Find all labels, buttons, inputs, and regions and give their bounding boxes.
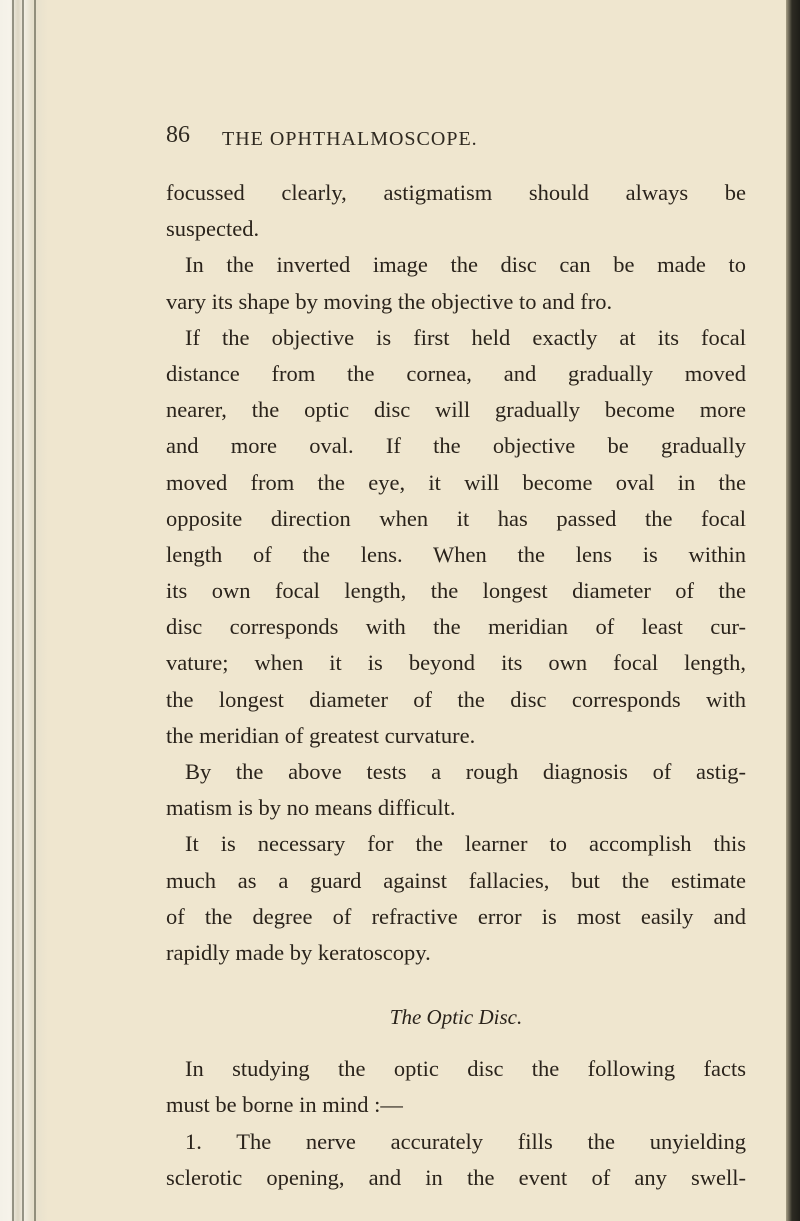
text-line: disc corresponds with the meridian of least cur-: [166, 614, 746, 640]
text-line: In the inverted image the disc can be made to: [185, 252, 746, 278]
text-line: 1. The nerve accurately fills the unyielding: [185, 1128, 746, 1154]
text-line: By the above tests a rough diagnosis of astig-: [185, 759, 746, 784]
text-line: rapidly made by keratoscopy.: [166, 939, 431, 965]
text-line: opposite direction when it has passed the focal: [166, 505, 746, 531]
text-line: must be borne in mind :—: [166, 1092, 403, 1118]
text-line: In studying the optic disc the following facts: [185, 1056, 746, 1082]
page-gutter: [0, 0, 48, 1221]
text-line: focussed clearly, astigmatism should always be: [166, 180, 746, 205]
text-after-heading: [166, 1051, 746, 1196]
text-line: vary its shape by moving the objective to and fro.: [166, 288, 613, 314]
text-line: distance from the cornea, and gradually moved: [166, 360, 746, 386]
text-line: vature; when it is beyond its own focal length,: [166, 650, 746, 676]
section-heading: The Optic Disc.: [389, 1005, 523, 1030]
running-head: THE OPHTHALMOSCOPE.: [222, 128, 478, 150]
text-line: its own focal length, the longest diameter of the: [166, 578, 746, 604]
text-line: of the degree of refractive error is most easily and: [166, 903, 746, 929]
text-line: and more oval. If the objective be gradually: [166, 433, 746, 459]
body-text: [166, 175, 746, 1196]
gutter-line: [34, 0, 36, 1221]
text-line: It is necessary for the learner to accomplish this: [185, 831, 746, 857]
page-number: 86: [166, 122, 190, 148]
text-line: length of the lens. When the lens is within: [166, 541, 746, 567]
text-line: the longest diameter of the disc corresponds with: [166, 686, 746, 712]
text-line: nearer, the optic disc will gradually become more: [166, 397, 746, 423]
text-before-heading: [166, 175, 746, 971]
text-line: sclerotic opening, and in the event of any swell-: [166, 1164, 746, 1190]
text-line: suspected.: [166, 216, 260, 242]
gutter-line: [12, 0, 14, 1221]
text-line: moved from the eye, it will become oval in the: [166, 469, 746, 495]
text-line: the meridian of greatest curvature.: [166, 722, 476, 748]
gutter-line: [22, 0, 24, 1221]
text-line: matism is by no means difficult.: [166, 795, 456, 821]
text-line: much as a guard against fallacies, but the estimate: [166, 867, 746, 893]
text-line: If the objective is first held exactly at its focal: [185, 324, 746, 350]
page-right-edge: [786, 0, 800, 1221]
